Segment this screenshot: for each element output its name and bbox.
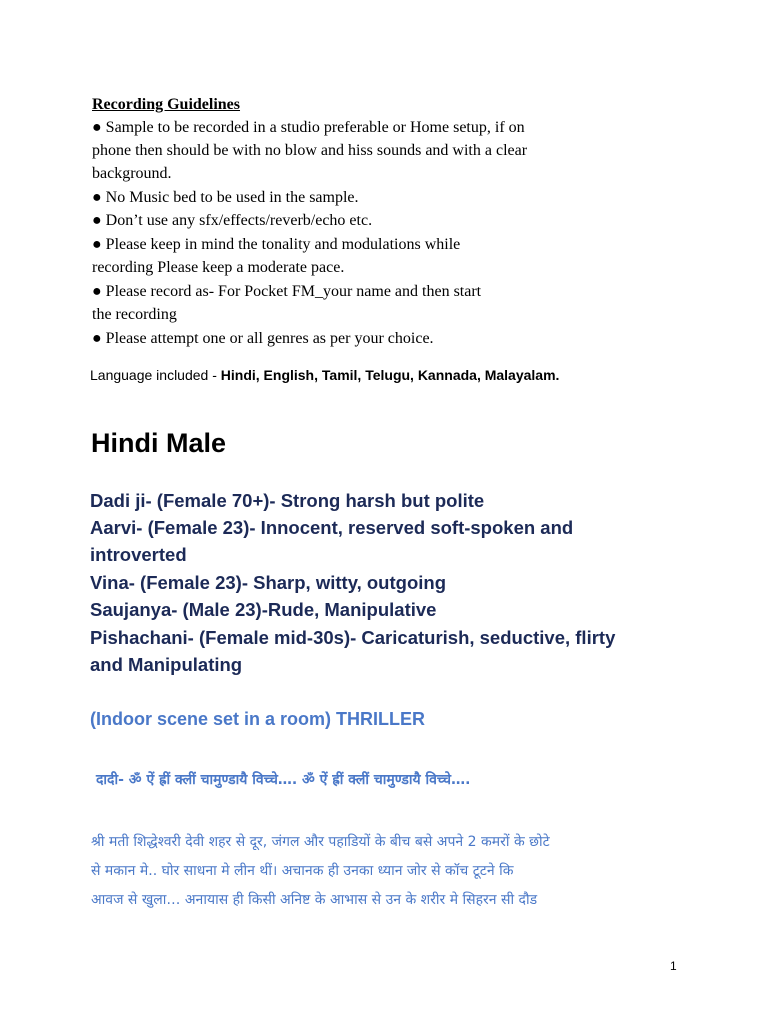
guideline-line: ● Sample to be recorded in a studio preferable or Home setup, if on xyxy=(92,119,525,136)
guideline-line: recording Please keep a moderate pace. xyxy=(92,259,345,276)
guideline-line: ● No Music bed to be used in the sample. xyxy=(92,189,359,206)
character-line: and Manipulating xyxy=(90,654,243,675)
guideline-line: ● Please keep in mind the tonality and modulations while xyxy=(92,236,461,253)
guideline-line: ● Please record as- For Pocket FM_your name and then start xyxy=(92,283,482,300)
languages-value: Hindi, English, Tamil, Telugu, Kannada, Malayalam. xyxy=(220,367,560,383)
guideline-line: ● Don’t use any sfx/effects/reverb/echo etc. xyxy=(92,212,373,229)
character-line: Vina- (Female 23)- Sharp, witty, outgoing xyxy=(90,572,446,593)
guidelines-heading: Recording Guidelines xyxy=(92,96,241,113)
narration-line: श्री मती शिद्धेश्वरी देवी शहर से दूर, जंगल और पहाडियों के बीच बसे अपने 2 कमरों के छोटे xyxy=(91,834,550,850)
scene-title: (Indoor scene set in a room) THRILLER xyxy=(90,709,426,729)
section-title: Hindi Male xyxy=(91,428,227,458)
character-line: Aarvi- (Female 23)- Innocent, reserved soft-spoken and xyxy=(90,517,574,538)
script-dialogue: दादी- ॐ ऐं ह्रीं क्लीं चामुण्डायै विच्चे…. ॐ ऐं ह्रीं क्लीं चामुण्डायै विच्चे…. xyxy=(96,772,471,788)
languages-label: Language included - xyxy=(90,367,221,383)
guideline-line: background. xyxy=(92,165,172,182)
character-line: introverted xyxy=(90,544,187,565)
narration-line: आवज से खुला… अनायास ही किसी अनिष्ट के आभास से उन के शरीर मे सिहरन सी दौड xyxy=(91,892,538,908)
character-line: Saujanya- (Male 23)-Rude, Manipulative xyxy=(90,599,437,620)
guideline-line: the recording xyxy=(92,306,177,323)
page-number: 1 xyxy=(670,959,677,973)
guideline-line: phone then should be with no blow and hiss sounds and with a clear xyxy=(92,142,528,159)
guideline-line: ● Please attempt one or all genres as per your choice. xyxy=(92,330,434,347)
languages-line xyxy=(90,367,559,383)
character-line: Pishachani- (Female mid-30s)- Caricaturish, seductive, flirty xyxy=(90,627,616,648)
narration-line: से मकान मे.. घोर साधना मे लीन थीं। अचानक ही उनका ध्यान जोर से कॉच टूटने कि xyxy=(91,863,514,879)
character-line: Dadi ji- (Female 70+)- Strong harsh but polite xyxy=(90,490,485,511)
